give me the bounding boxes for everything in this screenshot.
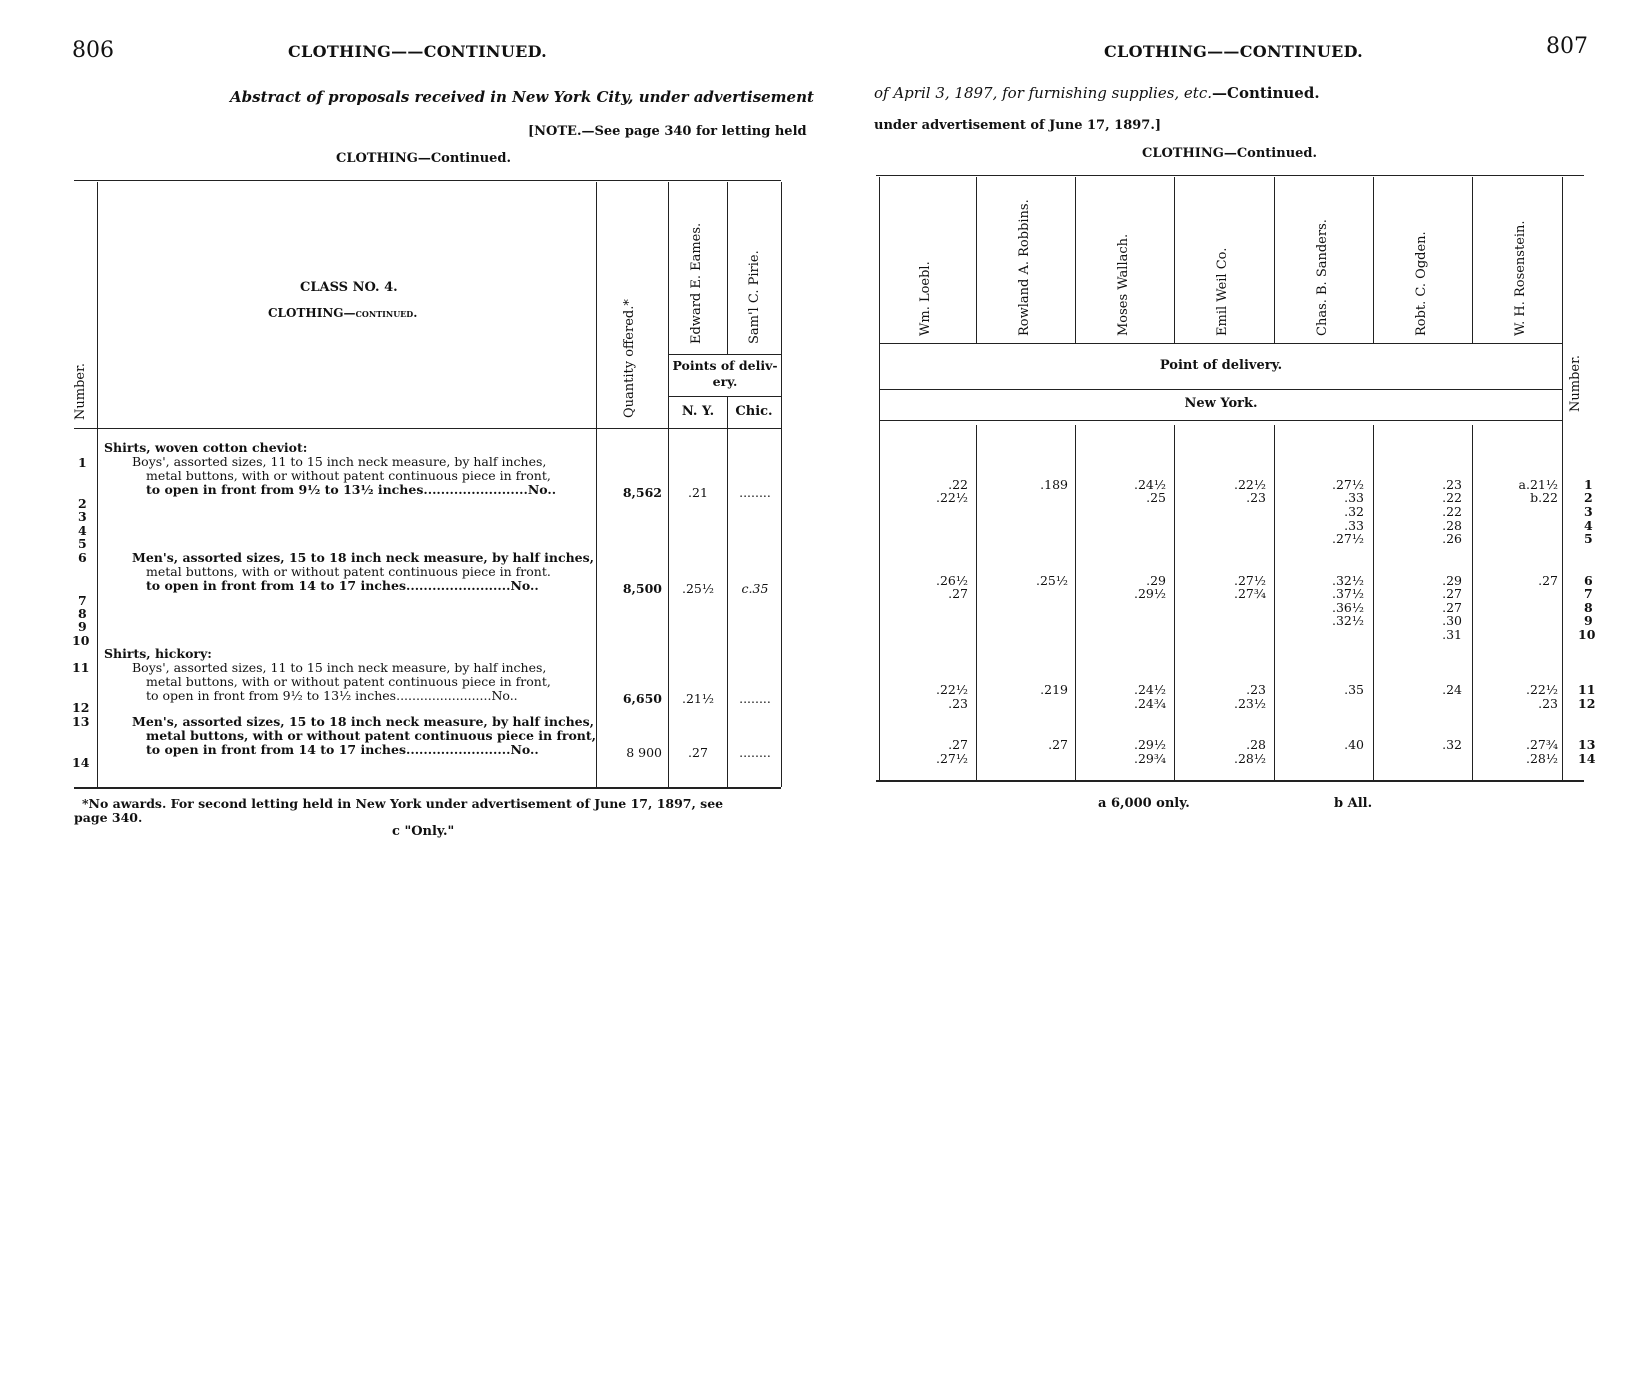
row-number: 10 — [1578, 627, 1596, 642]
right-abstract-line — [874, 84, 1320, 102]
bidder-loebl: Wm. Loebl. — [918, 261, 933, 336]
bid-cell-ogden: .22 — [1442, 504, 1462, 519]
bidder-sanders: Chas. B. Sanders. — [1315, 219, 1330, 336]
right-subtitle: CLOTHING—Continued. — [1142, 146, 1318, 161]
bid-cell-robbins: .27 — [1048, 737, 1068, 752]
bid-cell-ogden: .22 — [1442, 490, 1462, 505]
row-number: 1 — [78, 455, 87, 470]
desc-line: Boys', assorted sizes, 11 to 15 inch neck measure, by half inches, — [132, 660, 547, 675]
bid-cell-loebl: .22½ — [936, 682, 968, 697]
bid-cell-robbins: .189 — [1040, 477, 1068, 492]
bid-cell-ogden: .27 — [1442, 600, 1462, 615]
bid-cell-weil: .22½ — [1234, 477, 1266, 492]
row-number: 11 — [1578, 682, 1596, 697]
desc-line: to open in front from 14 to 17 inches........................No.. — [146, 742, 539, 757]
row-number: 7 — [78, 593, 87, 608]
bid-cell-sanders: .35 — [1344, 682, 1364, 697]
bid-cell-weil: .23 — [1246, 682, 1266, 697]
desc-line: metal buttons, with or without patent continuous piece in front, — [146, 468, 551, 483]
desc-line: Shirts, woven cotton cheviot: — [104, 440, 308, 455]
bid-cell-ogden: .29 — [1442, 573, 1462, 588]
bidder-ogden: Robt. C. Ogden. — [1414, 231, 1429, 336]
bid-cell-sanders: .36½ — [1332, 600, 1364, 615]
bid-cell-wallach: .29½ — [1134, 737, 1166, 752]
row-number: 13 — [1578, 737, 1596, 752]
desc-line: Men's, assorted sizes, 15 to 18 inch neck measure, by half inches, — [132, 714, 594, 729]
bid-cell-sanders: .40 — [1344, 737, 1364, 752]
right-page-number: 807 — [1546, 34, 1588, 59]
row-number: 9 — [1584, 613, 1593, 628]
point-of-delivery-header: Point of delivery. — [1159, 358, 1283, 373]
row-number: 10 — [72, 633, 90, 648]
desc-line: to open in front from 9½ to 13½ inches........................No.. — [146, 482, 557, 497]
left-footnote-page: page 340. — [74, 810, 143, 825]
bid-cell-rosenstein: .22½ — [1526, 682, 1558, 697]
bid-cell-ogden: .32 — [1442, 737, 1462, 752]
bid-cell-loebl: .22 — [948, 477, 968, 492]
quantity-cell: 8,500 — [622, 581, 662, 596]
row-number: 9 — [78, 619, 87, 634]
right-abstract-italic: of April 3, 1897, for furnishing supplies, etc. — [874, 84, 1212, 102]
points-header: Points of deliv-ery. — [672, 358, 778, 389]
bidder-rosenstein: W. H. Rosenstein. — [1513, 220, 1528, 336]
point-chic: Chic. — [735, 404, 773, 419]
eames-cell: .27 — [688, 745, 708, 760]
right-running-head: CLOTHING——CONTINUED. — [1104, 42, 1364, 61]
point-ny: N. Y. — [681, 404, 715, 419]
bid-cell-weil: .27½ — [1234, 573, 1266, 588]
left-note-line: [NOTE.—See page 340 for letting held — [528, 124, 807, 139]
row-number: 14 — [72, 755, 90, 770]
left-running-head: CLOTHING——CONTINUED. — [288, 42, 548, 61]
bid-cell-loebl: .27 — [948, 586, 968, 601]
right-note-line: under advertisement of June 17, 1897.] — [874, 118, 1162, 133]
desc-line: to open in front from 14 to 17 inches........................No.. — [146, 578, 539, 593]
bidder-robbins: Rowland A. Robbins. — [1017, 199, 1032, 336]
bidder-weil: Emil Weil Co. — [1215, 247, 1230, 336]
row-number: 2 — [78, 496, 87, 511]
right-number-header: Number. — [1568, 354, 1583, 412]
desc-line: metal buttons, with or without patent continuous piece in front, — [146, 674, 551, 689]
quantity-header: Quantity offered.* — [622, 299, 637, 418]
left-abstract-line: Abstract of proposals received in New York City, under advertisement — [230, 88, 814, 106]
row-number: 6 — [78, 550, 87, 565]
left-number-header: Number. — [73, 362, 88, 420]
bid-cell-rosenstein: .23 — [1538, 696, 1558, 711]
bid-cell-wallach: .29½ — [1134, 586, 1166, 601]
quantity-cell: 8 900 — [626, 745, 662, 760]
bid-cell-rosenstein: b.22 — [1530, 490, 1558, 505]
row-number: 1 — [1584, 477, 1593, 492]
bid-cell-wallach: .24½ — [1134, 682, 1166, 697]
bid-cell-weil: .23 — [1246, 490, 1266, 505]
bid-cell-weil: .27¾ — [1234, 586, 1266, 601]
row-number: 11 — [72, 660, 90, 675]
bid-cell-sanders: .32½ — [1332, 613, 1364, 628]
bid-cell-sanders: .33 — [1344, 518, 1364, 533]
footnote-a: a 6,000 only. — [1098, 796, 1190, 811]
bidder-wallach: Moses Wallach. — [1116, 233, 1131, 336]
row-number: 4 — [78, 523, 87, 538]
bid-cell-sanders: .33 — [1344, 490, 1364, 505]
left-footnote-c: c "Only." — [392, 824, 455, 839]
pirie-cell: ........ — [739, 745, 771, 760]
bid-cell-robbins: .25½ — [1036, 573, 1068, 588]
pirie-cell: ........ — [739, 485, 771, 500]
row-number: 5 — [1584, 531, 1593, 546]
desc-line: Men's, assorted sizes, 15 to 18 inch neck measure, by half inches, — [132, 550, 594, 565]
bid-cell-ogden: .28 — [1442, 518, 1462, 533]
bid-cell-wallach: .29 — [1146, 573, 1166, 588]
row-number: 6 — [1584, 573, 1593, 588]
bid-cell-sanders: .32½ — [1332, 573, 1364, 588]
bid-cell-rosenstein: .28½ — [1526, 751, 1558, 766]
left-subtitle: CLOTHING—Continued. — [336, 151, 512, 166]
desc-line: metal buttons, with or without patent continuous piece in front, — [146, 728, 597, 743]
quantity-cell: 8,562 — [622, 485, 662, 500]
bidder-eames: Edward E. Eames. — [689, 222, 704, 344]
row-number: 3 — [78, 509, 87, 524]
left-page-number: 806 — [72, 38, 114, 63]
bid-cell-loebl: .23 — [948, 696, 968, 711]
bid-cell-rosenstein: .27¾ — [1526, 737, 1558, 752]
class-subtitle: CLOTHING—continued. — [268, 306, 418, 320]
row-number: 13 — [72, 714, 90, 729]
eames-cell: .21½ — [682, 691, 714, 706]
desc-line: Boys', assorted sizes, 11 to 15 inch neck measure, by half inches, — [132, 454, 547, 469]
left-footnote: *No awards. For second letting held in New York under advertisement of June 17, 1897, see — [82, 796, 724, 811]
bid-cell-loebl: .27½ — [936, 751, 968, 766]
pirie-cell: ........ — [739, 691, 771, 706]
bid-cell-wallach: .24½ — [1134, 477, 1166, 492]
bid-cell-weil: .23½ — [1234, 696, 1266, 711]
desc-line: Shirts, hickory: — [104, 646, 212, 661]
desc-line: metal buttons, with or without patent continuous piece in front. — [146, 564, 551, 579]
row-number: 2 — [1584, 490, 1593, 505]
bid-cell-ogden: .27 — [1442, 586, 1462, 601]
eames-cell: .21 — [688, 485, 708, 500]
bid-cell-ogden: .24 — [1442, 682, 1462, 697]
bid-cell-robbins: .219 — [1040, 682, 1068, 697]
pirie-cell: c.35 — [741, 581, 769, 596]
eames-cell: .25½ — [682, 581, 714, 596]
bid-cell-wallach: .25 — [1146, 490, 1166, 505]
bid-cell-rosenstein: .27 — [1538, 573, 1558, 588]
right-abstract-continued: —Continued. — [1212, 84, 1320, 102]
bid-cell-ogden: .23 — [1442, 477, 1462, 492]
row-number: 8 — [78, 606, 87, 621]
bid-cell-weil: .28 — [1246, 737, 1266, 752]
bid-cell-sanders: .27½ — [1332, 477, 1364, 492]
bid-cell-sanders: .27½ — [1332, 531, 1364, 546]
bid-cell-wallach: .29¾ — [1134, 751, 1166, 766]
row-number: 5 — [78, 536, 87, 551]
desc-line: to open in front from 9½ to 13½ inches........................No.. — [146, 688, 518, 703]
point-city: New York. — [1184, 396, 1258, 411]
row-number: 14 — [1578, 751, 1596, 766]
bid-cell-ogden: .26 — [1442, 531, 1462, 546]
bid-cell-loebl: .22½ — [936, 490, 968, 505]
row-number: 7 — [1584, 586, 1593, 601]
bid-cell-loebl: .26½ — [936, 573, 968, 588]
bid-cell-sanders: .37½ — [1332, 586, 1364, 601]
bid-cell-sanders: .32 — [1344, 504, 1364, 519]
bid-cell-loebl: .27 — [948, 737, 968, 752]
footnote-b: b All. — [1334, 796, 1373, 811]
bid-cell-wallach: .24¾ — [1134, 696, 1166, 711]
row-number: 12 — [1578, 696, 1596, 711]
row-number: 3 — [1584, 504, 1593, 519]
bid-cell-ogden: .30 — [1442, 613, 1462, 628]
class-title: CLASS NO. 4. — [300, 280, 398, 295]
row-number: 4 — [1584, 518, 1593, 533]
bid-cell-rosenstein: a.21½ — [1518, 477, 1558, 492]
row-number: 12 — [72, 700, 90, 715]
quantity-cell: 6,650 — [622, 691, 662, 706]
bid-cell-weil: .28½ — [1234, 751, 1266, 766]
bid-cell-ogden: .31 — [1442, 627, 1462, 642]
row-number: 8 — [1584, 600, 1593, 615]
bidder-pirie: Sam'l C. Pirie. — [747, 250, 762, 344]
